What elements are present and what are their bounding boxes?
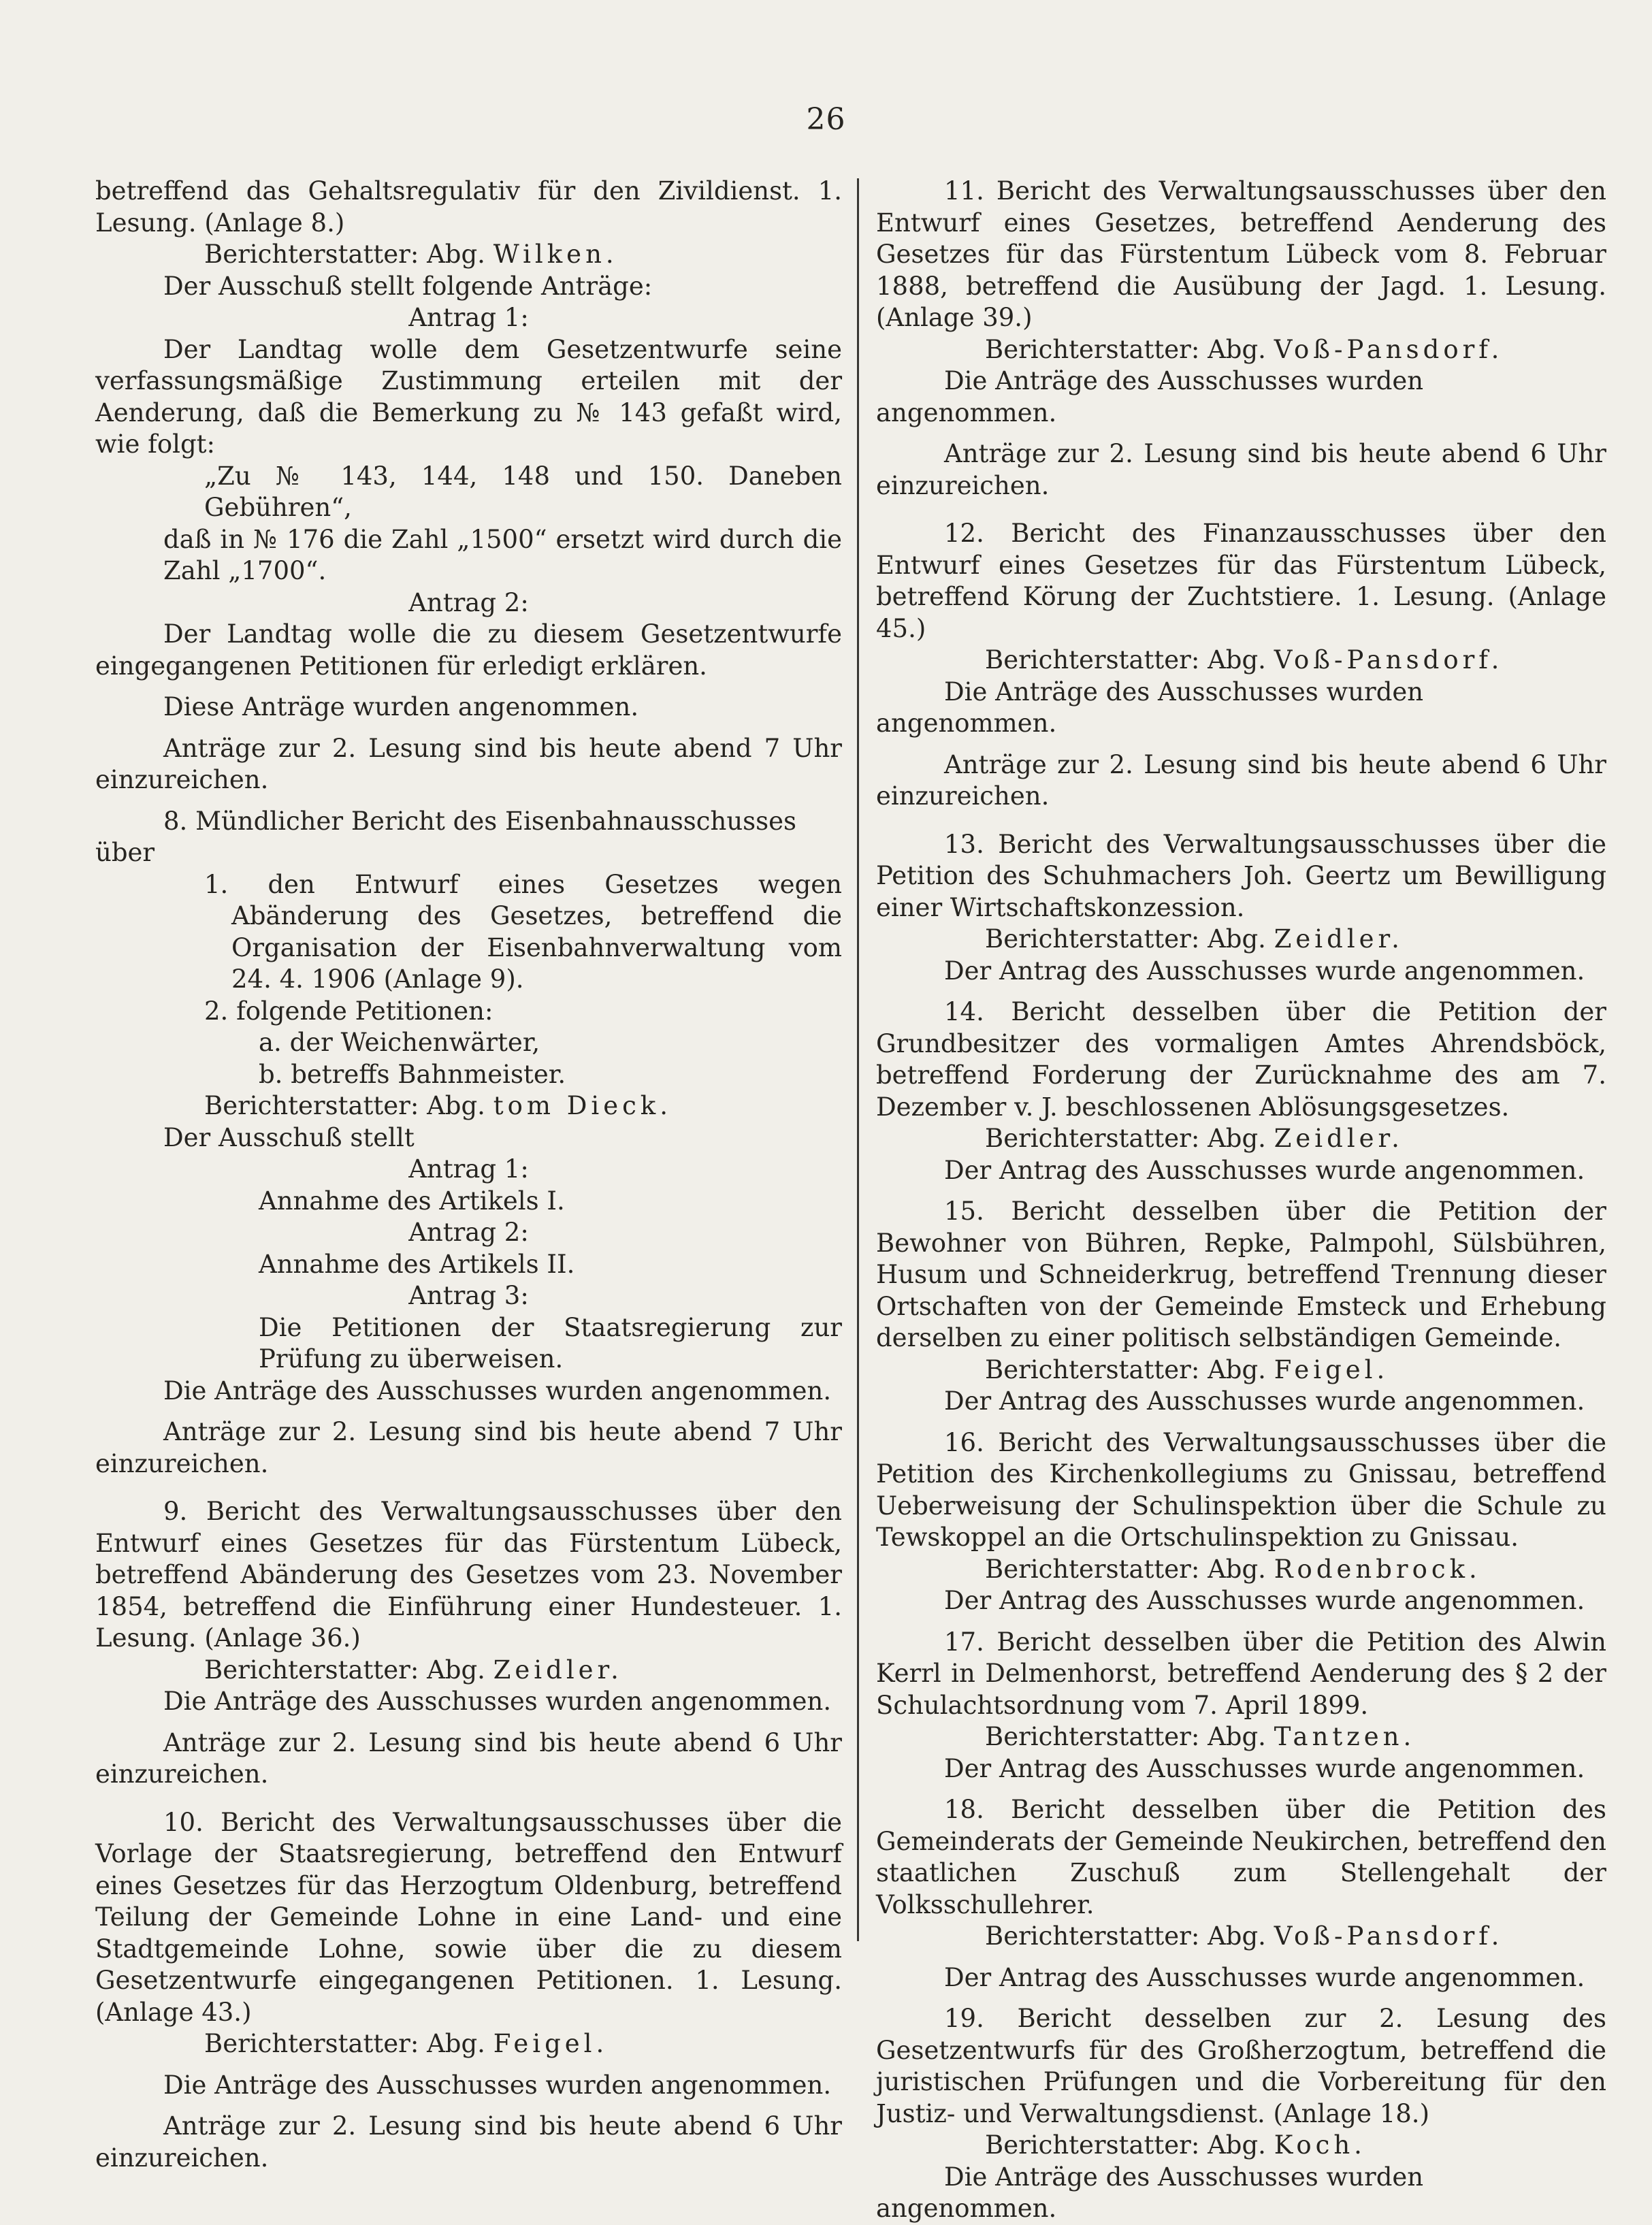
- list-item: a. der Weichenwärter,: [259, 1028, 540, 1057]
- reporter-label: Berichterstatter: Abg.: [985, 645, 1266, 675]
- paragraph: 19. Bericht desselben zur 2. Lesung des Gesetzentwurfs für des Großherzogtum, betreffend die juristischen Prüfungen und die Vorbereitung für den Justiz- und Verwaltungsdienst. (Anlage 18.): [876, 2004, 1606, 2128]
- paragraph: Die Petitionen der Staatsregierung zur Prüfung zu überweisen.: [259, 1312, 842, 1374]
- paragraph: 17. Bericht desselben über die Petition des Alwin Kerrl in Delmenhorst, betreffend Aenderung des § 2 der Schulachtsordnung vom 7. April 1899.: [876, 1627, 1606, 1720]
- paragraph: Anträge zur 2. Lesung sind bis heute abend 7 Uhr einzureichen.: [95, 733, 842, 794]
- reporter-name: Feigel.: [493, 2029, 609, 2058]
- reporter-label: Berichterstatter: Abg.: [204, 2029, 485, 2058]
- reporter-label: Berichterstatter: Abg.: [204, 1655, 485, 1685]
- reporter-line: [876, 1554, 1606, 1586]
- paragraph: Der Ausschuß stellt folgende Anträge:: [163, 271, 653, 301]
- reporter-name: Wilken.: [493, 240, 618, 269]
- reporter-line: [876, 924, 1606, 956]
- reporter-line: [95, 1655, 842, 1687]
- paragraph: 1. den Entwurf eines Gesetzes wegen Abänderung des Gesetzes, betreffend die Organisation der Eisenbahnverwaltung vom 24. 4. 1906 (Anlage 9).: [204, 869, 842, 994]
- paragraph: Anträge zur 2. Lesung sind bis heute abend 6 Uhr einzureichen.: [95, 1727, 842, 1789]
- reporter-label: Berichterstatter: Abg.: [985, 1921, 1266, 1951]
- paragraph: Anträge zur 2. Lesung sind bis heute abend 6 Uhr einzureichen.: [95, 2111, 842, 2173]
- paragraph: Der Antrag des Ausschusses wurde angenommen.: [944, 1386, 1585, 1416]
- paragraph: 16. Bericht des Verwaltungsausschusses über die Petition des Kirchenkollegiums zu Gnissau, betreffend Ueberweisung der Schulinspektion über die Schule zu Tewskoppel an die Ortschulinspektion zu Gnissau.: [876, 1427, 1606, 1552]
- reporter-line: [95, 239, 842, 271]
- reporter-name: Rodenbrock.: [1274, 1554, 1481, 1584]
- paragraph: Anträge zur 2. Lesung sind bis heute abend 7 Uhr einzureichen.: [95, 1417, 842, 1478]
- column-divider: [857, 178, 859, 1941]
- reporter-label: Berichterstatter: Abg.: [985, 1554, 1266, 1584]
- paragraph: Die Anträge des Ausschusses wurden angenommen.: [876, 2162, 1424, 2223]
- paragraph: Die Anträge des Ausschusses wurden angenommen.: [876, 366, 1424, 427]
- paragraph: 10. Bericht des Verwaltungsausschusses über die Vorlage der Staatsregierung, betreffend den Entwurf eines Gesetzes für das Herzogtum Oldenburg, betreffend Teilung der Gemeinde Lohne in eine Land- und eine Stadtgemeinde Lohne, sowie über die zu diesem Gesetzentwurfe eingegangenen Petitionen. 1. Lesung. (Anlage 43.): [95, 1807, 842, 2027]
- reporter-line: [876, 2130, 1606, 2162]
- paragraph: 9. Bericht des Verwaltungsausschusses über den Entwurf eines Gesetzes für das Fürstentum Lübeck, betreffend Abänderung des Gesetzes vom 23. November 1854, betreffend die Einführung einer Hundesteuer. 1. Lesung. (Anlage 36.): [95, 1497, 842, 1653]
- paragraph: 15. Bericht desselben über die Petition der Bewohner von Bühren, Repke, Palmpohl, Sülsbühren, Husum und Schneiderkrug, betreffend Trennung dieser Ortschaften von der Gemeinde Emsteck und Erhebung derselben zu einer politisch selbständigen Gemeinde.: [876, 1197, 1606, 1352]
- paragraph: Die Anträge des Ausschusses wurden angenommen.: [163, 1687, 832, 1716]
- left-column: [95, 176, 842, 2174]
- paragraph: 12. Bericht des Finanzausschusses über den Entwurf eines Gesetzes für das Fürstentum Lübeck, betreffend Körung der Zuchtstiere. 1. Lesung. (Anlage 45.): [876, 519, 1606, 643]
- reporter-line: [95, 1090, 842, 1122]
- reporter-name: Tantzen.: [1274, 1722, 1416, 1751]
- motion-heading: Antrag 2:: [408, 587, 529, 617]
- paragraph: Der Antrag des Ausschusses wurde angenommen.: [944, 1962, 1585, 1992]
- reporter-line: [876, 334, 1606, 366]
- paragraph: Anträge zur 2. Lesung sind bis heute abend 6 Uhr einzureichen.: [876, 749, 1606, 811]
- motion-heading: Antrag 3:: [408, 1281, 529, 1310]
- reporter-label: Berichterstatter: Abg.: [985, 1722, 1266, 1751]
- paragraph: Der Antrag des Ausschusses wurde angenommen.: [944, 1753, 1585, 1783]
- paragraph: daß in № 176 die Zahl „1500“ ersetzt wird durch die Zahl „1700“.: [163, 524, 842, 585]
- motion-heading: Antrag 2:: [408, 1218, 529, 1247]
- reporter-name: Zeidler.: [493, 1655, 623, 1685]
- paragraph: Der Landtag wolle die zu diesem Gesetzentwurfe eingegangenen Petitionen für erledigt erklären.: [95, 619, 842, 681]
- reporter-line: [876, 1354, 1606, 1386]
- paragraph: Annahme des Artikels I.: [259, 1186, 565, 1216]
- paragraph: Der Landtag wolle dem Gesetzentwurfe seine verfassungsmäßige Zustimmung erteilen mit der Aenderung, daß die Bemerkung zu № 143 gefaßt wird, wie folgt:: [95, 334, 842, 459]
- reporter-label: Berichterstatter: Abg.: [985, 334, 1266, 364]
- reporter-label: Berichterstatter: Abg.: [985, 1124, 1266, 1153]
- reporter-label: Berichterstatter: Abg.: [985, 924, 1266, 954]
- reporter-name: Koch.: [1274, 2130, 1366, 2160]
- reporter-name: Voß-Pansdorf.: [1274, 1921, 1504, 1951]
- right-column: [876, 176, 1606, 2225]
- paragraph: Die Anträge des Ausschusses wurden angenommen.: [163, 1376, 832, 1406]
- paragraph: „Zu № 143, 144, 148 und 150. Daneben Gebühren“,: [204, 461, 842, 522]
- reporter-label: Berichterstatter: Abg.: [204, 240, 485, 269]
- paragraph: Annahme des Artikels II.: [259, 1249, 575, 1279]
- reporter-line: [876, 645, 1606, 677]
- paragraph: Diese Anträge wurden angenommen.: [163, 692, 639, 721]
- paragraph: Der Antrag des Ausschusses wurde angenommen.: [944, 1155, 1585, 1185]
- reporter-name: Zeidler.: [1274, 1124, 1404, 1153]
- paragraph: 14. Bericht desselben über die Petition der Grundbesitzer des vormaligen Amtes Ahrendsböck, betreffend Forderung der Zurücknahme des am 7. Dezember v. J. beschlossenen Ablösungsgesetzes.: [876, 997, 1606, 1122]
- paragraph: Anträge zur 2. Lesung sind bis heute abend 6 Uhr einzureichen.: [876, 439, 1606, 500]
- reporter-line: [876, 1921, 1606, 1953]
- reporter-label: Berichterstatter: Abg.: [985, 1354, 1266, 1384]
- reporter-label: Berichterstatter: Abg.: [204, 1091, 485, 1120]
- list-item: b. betreffs Bahnmeister.: [259, 1059, 566, 1089]
- paragraph: Der Antrag des Ausschusses wurde angenommen.: [944, 956, 1585, 986]
- reporter-label: Berichterstatter: Abg.: [985, 2130, 1266, 2160]
- paragraph: betreffend das Gehaltsregulativ für den Zivildienst. 1. Lesung. (Anlage 8.): [95, 176, 842, 238]
- reporter-name: tom Dieck.: [493, 1091, 672, 1120]
- paragraph: 11. Bericht des Verwaltungsausschusses über den Entwurf eines Gesetzes, betreffend Aenderung des Gesetzes für das Fürstentum Lübeck vom 8. Februar 1888, betreffend die Ausübung der Jagd. 1. Lesung. (Anlage 39.): [876, 176, 1606, 332]
- paragraph: 13. Bericht des Verwaltungsausschusses über die Petition des Schuhmachers Joh. Geertz um Bewilligung einer Wirtschaftskonzession.: [876, 829, 1606, 922]
- paragraph: Die Anträge des Ausschusses wurden angenommen.: [163, 2070, 832, 2100]
- paragraph: Die Anträge des Ausschusses wurden angenommen.: [876, 677, 1424, 738]
- reporter-name: Voß-Pansdorf.: [1274, 645, 1504, 675]
- paragraph: 18. Bericht desselben über die Petition des Gemeinderats der Gemeinde Neukirchen, betreffend den staatlichen Zuschuß zum Stellengehalt der Volksschullehrer.: [876, 1795, 1606, 1919]
- paragraph: Der Antrag des Ausschusses wurde angenommen.: [944, 1586, 1585, 1615]
- reporter-line: [876, 1721, 1606, 1753]
- reporter-line: [95, 2028, 842, 2060]
- page-number: 26: [806, 102, 846, 137]
- reporter-name: Zeidler.: [1274, 924, 1404, 954]
- reporter-name: Voß-Pansdorf.: [1274, 334, 1504, 364]
- motion-heading: Antrag 1:: [408, 303, 529, 332]
- motion-heading: Antrag 1:: [408, 1154, 529, 1184]
- reporter-line: [876, 1123, 1606, 1155]
- reporter-name: Feigel.: [1274, 1354, 1389, 1384]
- paragraph: Der Ausschuß stellt: [163, 1122, 415, 1152]
- item-heading: 8. Mündlicher Bericht des Eisenbahnausschusses über: [95, 806, 797, 867]
- paragraph: 2. folgende Petitionen:: [204, 996, 493, 1026]
